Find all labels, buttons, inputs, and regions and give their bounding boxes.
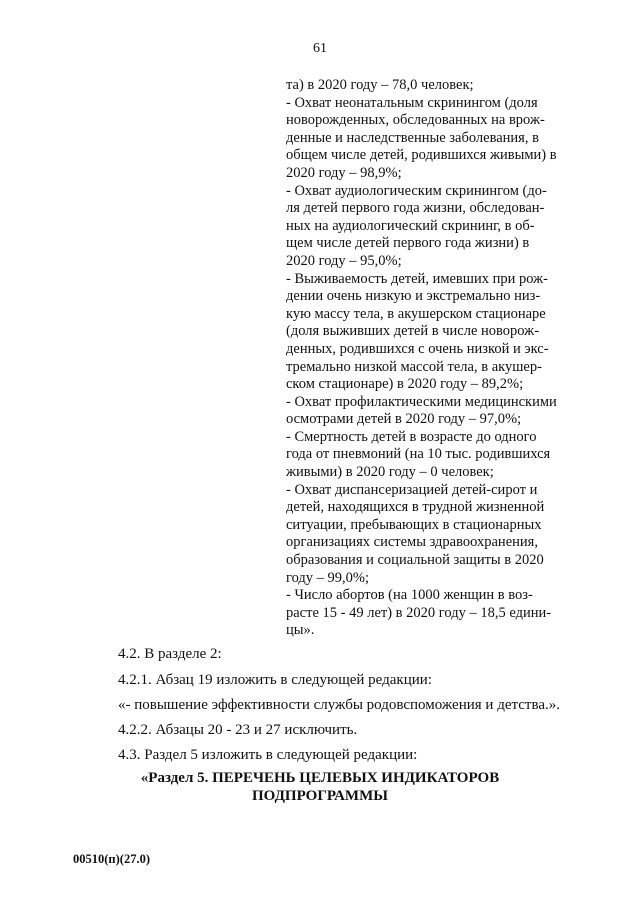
text-line: ситуации, пребывающих в стационарных [286, 516, 542, 533]
page-number: 61 [313, 41, 327, 56]
text-line: - Охват диспансеризацией детей-сирот и [286, 481, 538, 498]
text-line: кую массу тела, в акушерском стационаре [286, 305, 546, 322]
text-line: 2020 году – 95,0%; [286, 252, 402, 269]
text-line: (доля выживших детей в числе новорож- [286, 323, 540, 340]
text-line: дении очень низкую и экстремально низ- [286, 288, 541, 305]
paragraph-4-2-1: 4.2.1. Абзац 19 изложить в следующей редакции: [118, 672, 432, 688]
heading-line: «Раздел 5. ПЕРЕЧЕНЬ ЦЕЛЕВЫХ ИНДИКАТОРОВ [140, 770, 500, 786]
text-line: - Выживаемость детей, имевших при рож- [286, 270, 548, 287]
text-line: ском стационаре) в 2020 году – 89,2%; [286, 376, 524, 393]
text-line: - Смертность детей в возрасте до одного [286, 428, 537, 445]
text-line: та) в 2020 году – 78,0 человек; [286, 77, 474, 93]
paragraph-4-3: 4.3. Раздел 5 изложить в следующей редакции: [118, 747, 418, 763]
text-line: тремально низкой массой тела, в акушер- [286, 358, 542, 375]
heading-line: ПОДПРОГРАММЫ [252, 788, 388, 804]
text-line: осмотрами детей в 2020 году – 97,0%; [286, 411, 522, 428]
paragraph-4-2: 4.2. В разделе 2: [118, 646, 222, 662]
text-line: ля детей первого года жизни, обследован- [286, 200, 545, 217]
text-line: ных на аудиологический скрининг, в об- [286, 217, 535, 234]
text-line: живыми) в 2020 году – 0 человек; [286, 464, 494, 481]
section-heading [110, 769, 530, 805]
paragraph-4-2-2: 4.2.2. Абзацы 20 - 23 и 27 исключить. [118, 722, 358, 738]
text-line: общем числе детей, родившихся живыми) в [286, 147, 557, 164]
text-line: - Охват аудиологическим скринингом (до- [286, 182, 547, 199]
text-line: цы». [286, 622, 315, 639]
text-line: денные и наследственные заболевания, в [286, 129, 539, 146]
text-line: новорожденных, обследованных на врож- [286, 112, 545, 129]
text-line: щем числе детей первого года жизни) в [286, 235, 530, 252]
indicator-list-column [286, 77, 576, 640]
text-line: детей, находящихся в трудной жизненной [286, 499, 545, 516]
text-line: 2020 году – 98,9%; [286, 164, 402, 181]
text-line: года от пневмоний (на 10 тыс. родившихся [286, 446, 551, 463]
text-line: денных, родившихся с очень низкой и экс- [286, 340, 549, 357]
document-code: 00510(п)(27.0) [73, 852, 150, 866]
text-line: - Охват неонатальным скринингом (доля [286, 94, 538, 111]
text-line: расте 15 - 49 лет) в 2020 году – 18,5 едини- [286, 604, 552, 621]
text-line: организациях системы здравоохранения, [286, 534, 538, 551]
text-line: образования и социальной защиты в 2020 [286, 552, 544, 569]
paragraph-quote: «- повышение эффективности службы родовспоможения и детства.». [118, 697, 560, 713]
text-line: - Число абортов (на 1000 женщин в воз- [286, 587, 533, 604]
text-line: году – 99,0%; [286, 569, 370, 586]
text-line: - Охват профилактическими медицинскими [286, 393, 557, 410]
